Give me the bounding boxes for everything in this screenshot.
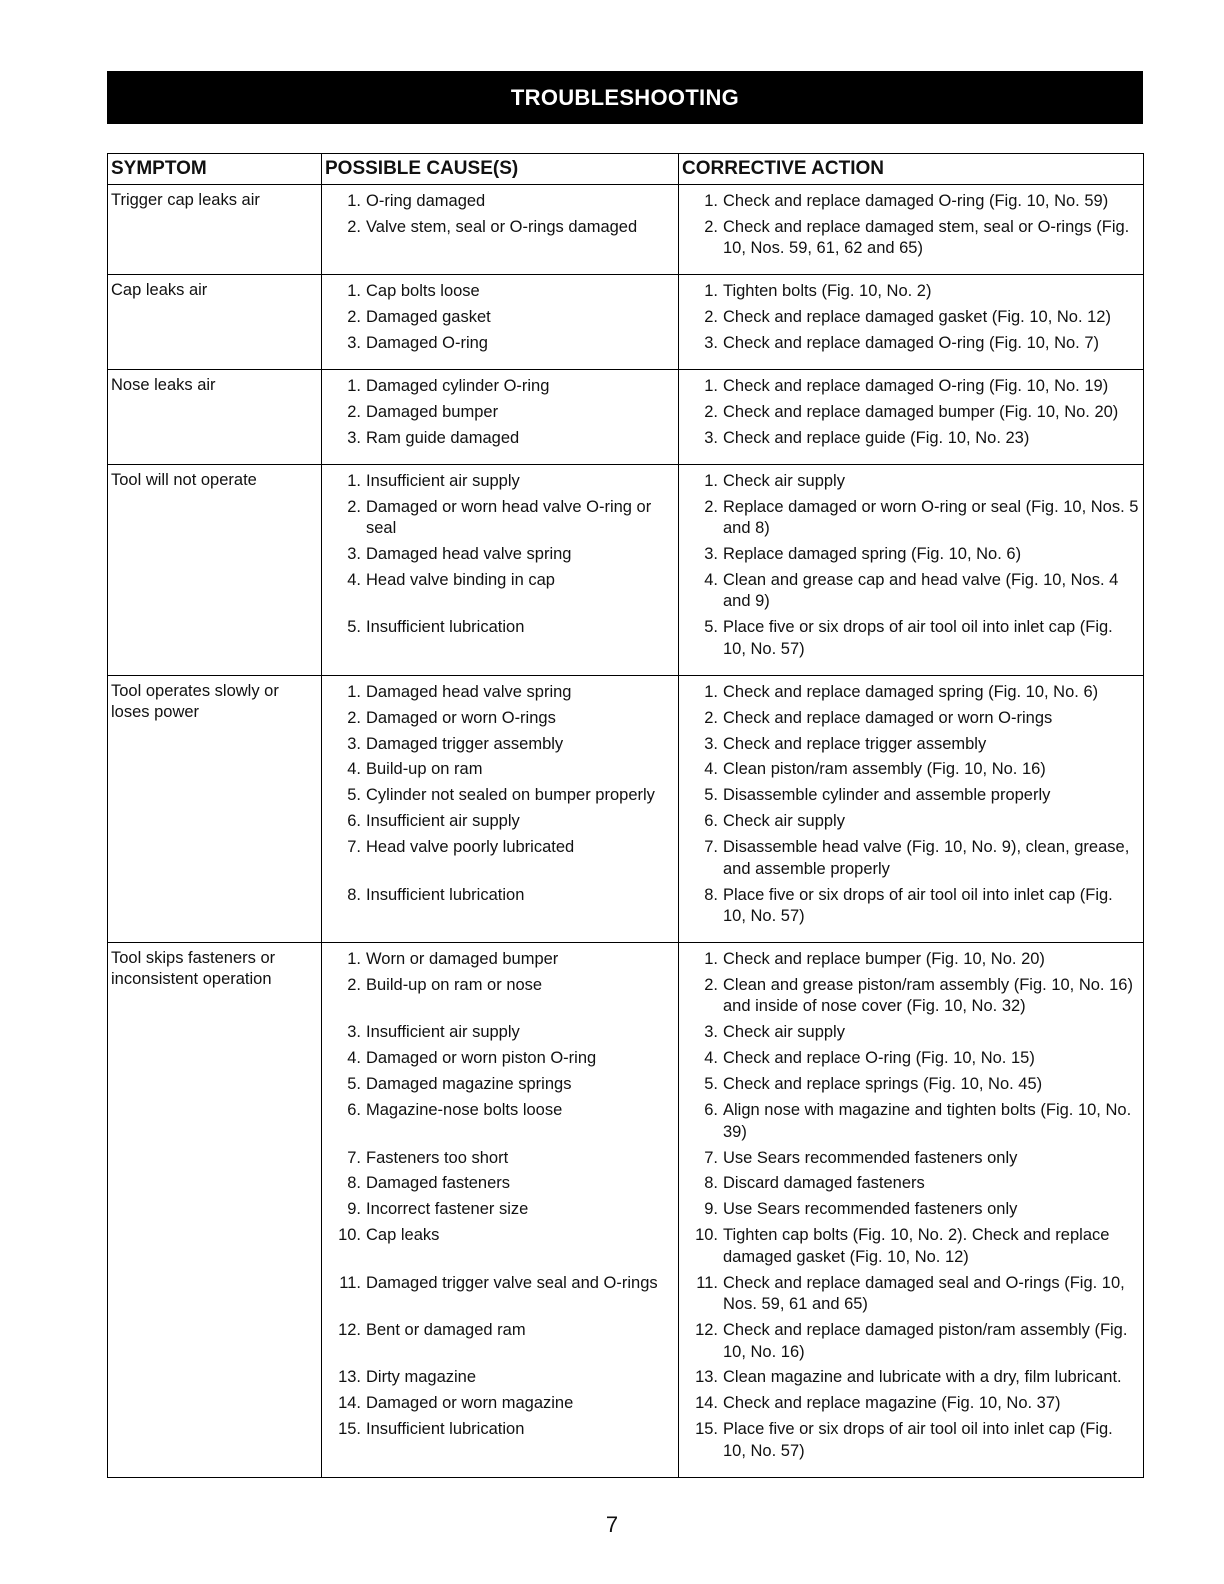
action-item (682, 428, 1140, 449)
action-item-text: Place five or six drops of air tool oil into inlet cap (Fig. 10, No. 57) (723, 885, 1113, 926)
action-item-number: 7. (704, 838, 718, 857)
action-item (682, 811, 1140, 832)
cause-item (325, 333, 675, 354)
action-item-number: 8. (704, 1174, 718, 1193)
cause-cell (322, 184, 679, 274)
cause-item (325, 617, 675, 660)
cause-item-number: 3. (347, 1023, 361, 1042)
action-item-text: Check and replace damaged piston/ram assembly (Fig. 10, No. 16) (723, 1321, 1128, 1361)
cause-item-number: 2. (347, 975, 361, 994)
cause-item-text: Dirty magazine (366, 1368, 477, 1387)
cause-item (325, 682, 675, 703)
cause-item-number: 1. (347, 282, 361, 300)
cause-item-number: 3. (347, 333, 361, 352)
action-item-number: 15. (695, 1420, 718, 1439)
cause-item (325, 402, 675, 423)
cause-item-number: 2. (347, 708, 361, 727)
cause-item-text: Damaged cylinder O-ring (366, 376, 550, 395)
action-item-number: 1. (704, 376, 718, 395)
cause-item-text: Cap bolts loose (366, 282, 480, 300)
action-item (682, 682, 1140, 703)
action-item-number: 1. (704, 471, 718, 490)
cause-item-text: Insufficient lubrication (366, 885, 525, 904)
cause-item-text: Damaged or worn head valve O-ring or seal (366, 497, 652, 537)
cause-item-number: 5. (347, 786, 361, 805)
action-item-number: 2. (704, 975, 718, 994)
symptom-cell: Cap leaks air (108, 275, 322, 370)
cause-item-text: Insufficient lubrication (366, 1420, 525, 1439)
cause-item-number: 1. (347, 376, 361, 395)
action-item-text: Check and replace guide (Fig. 10, No. 23) (723, 428, 1030, 447)
symptom-cell: Tool operates slowly or loses power (108, 675, 322, 942)
action-item-number: 2. (704, 307, 718, 326)
symptom-cell: Nose leaks air (108, 369, 322, 464)
action-item (682, 497, 1140, 540)
cause-item (325, 376, 675, 397)
action-item (682, 1074, 1140, 1095)
action-item (682, 785, 1140, 806)
action-item-text: Clean magazine and lubricate with a dry, film lubricant. (723, 1368, 1122, 1387)
action-item-text: Tighten bolts (Fig. 10, No. 2) (723, 282, 932, 300)
symptom-cell: Tool will not operate (108, 464, 322, 675)
cause-item-number: 7. (347, 1148, 361, 1167)
cause-item-text: Damaged fasteners (366, 1174, 510, 1193)
page-title-banner (107, 71, 1143, 124)
cause-item-text: Damaged head valve spring (366, 544, 572, 563)
action-item-text: Check and replace damaged or worn O-rings (723, 708, 1053, 727)
cause-item (325, 949, 675, 970)
cause-item-text: Damaged trigger assembly (366, 734, 564, 753)
action-cell (679, 943, 1144, 1478)
cause-item-text: Damaged or worn magazine (366, 1394, 574, 1413)
cause-item-number: 5. (347, 618, 361, 637)
cause-item-text: Insufficient air supply (366, 812, 520, 831)
cause-item-number: 1. (347, 191, 361, 210)
cause-item (325, 1048, 675, 1069)
action-item-text: Check and replace damaged seal and O-rings (Fig. 10, Nos. 59, 61 and 65) (723, 1273, 1125, 1314)
action-item-text: Check and replace bumper (Fig. 10, No. 20) (723, 950, 1045, 968)
cause-item-text: Worn or damaged bumper (366, 950, 559, 968)
action-item-text: Check and replace damaged O-ring (Fig. 10, No. 59) (723, 191, 1109, 210)
action-item-text: Check air supply (723, 812, 845, 831)
cause-item (325, 497, 675, 540)
action-item-number: 5. (704, 618, 718, 637)
action-item-number: 13. (695, 1368, 718, 1387)
cause-item-text: Insufficient air supply (366, 471, 520, 490)
action-header: CORRECTIVE ACTION (679, 154, 1144, 185)
action-item-number: 14. (695, 1394, 718, 1413)
cause-cell (322, 369, 679, 464)
action-item-text: Clean and grease cap and head valve (Fig. 10, Nos. 4 and 9) (723, 570, 1119, 611)
cause-item-text: Damaged magazine springs (366, 1075, 572, 1094)
action-item (682, 570, 1140, 613)
action-item (682, 837, 1140, 880)
cause-item-text: Cylinder not sealed on bumper properly (366, 786, 655, 805)
cause-item-number: 6. (347, 1101, 361, 1120)
cause-cell (322, 275, 679, 370)
action-item-text: Check air supply (723, 1023, 845, 1042)
symptom-header: SYMPTOM (108, 154, 322, 185)
cause-item-text: Damaged trigger valve seal and O-rings (366, 1273, 658, 1292)
action-item-number: 3. (704, 333, 718, 352)
action-item-text: Align nose with magazine and tighten bolts (Fig. 10, No. 39) (723, 1101, 1132, 1141)
cause-item-number: 3. (347, 734, 361, 753)
table-row (108, 275, 1144, 370)
page-number: 7 (605, 1512, 619, 1537)
action-item-number: 1. (704, 282, 718, 300)
cause-item-text: Damaged head valve spring (366, 682, 572, 701)
action-item-text: Clean and grease piston/ram assembly (Fig. 10, No. 16) and inside of nose cover (Fig. 10, No. 32) (723, 975, 1133, 1016)
action-item (682, 885, 1140, 928)
cause-item-text: O-ring damaged (366, 191, 486, 210)
action-item-text: Check and replace damaged O-ring (Fig. 10, No. 19) (723, 376, 1109, 395)
cause-item (325, 1148, 675, 1169)
cause-item (325, 708, 675, 729)
action-cell (679, 184, 1144, 274)
action-cell (679, 464, 1144, 675)
action-item-text: Check and replace damaged bumper (Fig. 10, No. 20) (723, 402, 1119, 421)
action-item-number: 3. (704, 1023, 718, 1042)
action-item-text: Check and replace damaged O-ring (Fig. 10, No. 7) (723, 333, 1100, 352)
action-item-number: 9. (704, 1200, 718, 1219)
cause-item-text: Valve stem, seal or O-rings damaged (366, 217, 638, 236)
cause-item-number: 2. (347, 307, 361, 326)
cause-item (325, 734, 675, 755)
cause-item-text: Insufficient air supply (366, 1023, 520, 1042)
cause-item (325, 471, 675, 492)
symptom-cell: Tool skips fasteners or inconsistent operation (108, 943, 322, 1478)
action-cell (679, 675, 1144, 942)
cause-item-text: Head valve binding in cap (366, 570, 555, 589)
cause-item (325, 1022, 675, 1043)
cause-item (325, 1173, 675, 1194)
action-item (682, 471, 1140, 492)
action-item (682, 307, 1140, 328)
cause-item-number: 1. (347, 950, 361, 968)
action-item (682, 333, 1140, 354)
cause-item-text: Magazine-nose bolts loose (366, 1101, 563, 1120)
action-item-number: 2. (704, 402, 718, 421)
cause-item-number: 4. (347, 760, 361, 779)
action-item (682, 949, 1140, 970)
cause-item-number: 3. (347, 428, 361, 447)
cause-item (325, 544, 675, 565)
action-item (682, 759, 1140, 780)
action-item (682, 975, 1140, 1018)
action-item-text: Tighten cap bolts (Fig. 10, No. 2). Check and replace damaged gasket (Fig. 10, No. 12) (723, 1226, 1110, 1266)
cause-item-number: 15. (338, 1420, 361, 1439)
action-item-number: 11. (696, 1273, 718, 1292)
action-item-number: 1. (704, 950, 718, 968)
cause-item (325, 785, 675, 806)
cause-item (325, 1199, 675, 1220)
action-item (682, 1148, 1140, 1169)
cause-item (325, 759, 675, 780)
action-item-number: 4. (704, 570, 718, 589)
cause-item (325, 885, 675, 928)
cause-item (325, 1419, 675, 1462)
action-item (682, 734, 1140, 755)
table-row (108, 464, 1144, 675)
action-item-text: Disassemble head valve (Fig. 10, No. 9), clean, grease, and assemble properly (723, 838, 1130, 878)
cause-item-text: Damaged or worn O-rings (366, 708, 556, 727)
action-item-text: Check and replace O-ring (Fig. 10, No. 15) (723, 1049, 1035, 1068)
action-item-text: Use Sears recommended fasteners only (723, 1148, 1018, 1167)
action-item (682, 1225, 1140, 1268)
action-item-text: Replace damaged spring (Fig. 10, No. 6) (723, 544, 1022, 563)
cause-item-number: 11. (339, 1273, 361, 1292)
cause-item-text: Damaged or worn piston O-ring (366, 1049, 597, 1068)
cause-item-text: Bent or damaged ram (366, 1321, 526, 1340)
cause-item-number: 13. (338, 1368, 361, 1387)
cause-item-text: Damaged O-ring (366, 333, 488, 352)
cause-item-number: 1. (347, 682, 361, 701)
action-item-text: Place five or six drops of air tool oil into inlet cap (Fig. 10, No. 57) (723, 618, 1113, 658)
cause-item (325, 1074, 675, 1095)
cause-item-number: 12. (338, 1321, 361, 1340)
cause-item (325, 975, 675, 1018)
action-item-number: 3. (704, 544, 718, 563)
action-item-text: Disassemble cylinder and assemble properly (723, 786, 1051, 805)
action-item-text: Check and replace damaged stem, seal or O-rings (Fig. 10, Nos. 59, 61, 62 and 65) (723, 217, 1130, 258)
action-item-text: Check and replace trigger assembly (723, 734, 987, 753)
action-item-number: 5. (704, 1075, 718, 1094)
action-item (682, 1273, 1140, 1316)
action-item (682, 1022, 1140, 1043)
action-item-number: 6. (704, 812, 718, 831)
cause-item (325, 811, 675, 832)
cause-item-text: Damaged gasket (366, 307, 491, 326)
cause-item-text: Build-up on ram or nose (366, 975, 543, 994)
action-item-number: 4. (704, 760, 718, 779)
cause-item-number: 4. (347, 1049, 361, 1068)
action-item (682, 1320, 1140, 1363)
action-item (682, 191, 1140, 212)
action-item-number: 10. (695, 1226, 718, 1245)
cause-item-text: Damaged bumper (366, 402, 499, 421)
cause-item (325, 1320, 675, 1363)
action-item-text: Check and replace damaged gasket (Fig. 10, No. 12) (723, 307, 1111, 326)
cause-item (325, 570, 675, 613)
troubleshooting-table (107, 153, 1144, 1478)
action-cell (679, 275, 1144, 370)
cause-item-number: 5. (347, 1075, 361, 1094)
action-item-text: Check and replace springs (Fig. 10, No. 45) (723, 1075, 1043, 1094)
cause-cell (322, 464, 679, 675)
cause-item-number: 7. (347, 838, 361, 857)
action-item-text: Replace damaged or worn O-ring or seal (Fig. 10, Nos. 5 and 8) (723, 497, 1139, 537)
action-item-number: 1. (704, 682, 718, 701)
action-item-text: Check and replace magazine (Fig. 10, No. 37) (723, 1394, 1061, 1413)
cause-item (325, 281, 675, 302)
cause-item-number: 8. (347, 885, 361, 904)
table-row (108, 943, 1144, 1478)
action-item-number: 3. (704, 734, 718, 753)
table-row (108, 369, 1144, 464)
action-item-number: 1. (704, 191, 718, 210)
cause-item (325, 1273, 675, 1316)
table-row (108, 675, 1144, 942)
cause-item (325, 191, 675, 212)
action-item (682, 1199, 1140, 1220)
action-item (682, 217, 1140, 260)
action-item (682, 617, 1140, 660)
action-item-number: 2. (704, 217, 718, 236)
cause-item-number: 8. (347, 1174, 361, 1193)
cause-item (325, 1225, 675, 1268)
cause-item-number: 2. (347, 402, 361, 421)
cause-item-number: 1. (347, 471, 361, 490)
action-item (682, 708, 1140, 729)
cause-item (325, 1393, 675, 1414)
action-item (682, 402, 1140, 423)
cause-item-number: 4. (347, 570, 361, 589)
cause-item-number: 2. (347, 217, 361, 236)
action-item (682, 1419, 1140, 1462)
action-item-text: Clean piston/ram assembly (Fig. 10, No. 16) (723, 760, 1046, 779)
cause-item (325, 428, 675, 449)
cause-item (325, 1100, 675, 1143)
action-item-number: 7. (704, 1148, 718, 1167)
cause-item (325, 837, 675, 880)
action-item-number: 6. (704, 1101, 718, 1120)
action-item (682, 1173, 1140, 1194)
cause-item-text: Ram guide damaged (366, 428, 520, 447)
action-item-number: 2. (704, 497, 718, 516)
cause-item-text: Cap leaks (366, 1226, 440, 1245)
action-item (682, 544, 1140, 565)
action-item (682, 376, 1140, 397)
action-cell (679, 369, 1144, 464)
cause-cell (322, 943, 679, 1478)
cause-item-text: Head valve poorly lubricated (366, 838, 575, 857)
action-item-text: Check and replace damaged spring (Fig. 10, No. 6) (723, 682, 1099, 701)
action-item-number: 2. (704, 708, 718, 727)
action-item (682, 1393, 1140, 1414)
table-header-row (108, 154, 1144, 185)
action-item-text: Discard damaged fasteners (723, 1174, 925, 1193)
action-item-text: Check air supply (723, 471, 845, 490)
cause-item (325, 1367, 675, 1388)
cause-item-text: Build-up on ram (366, 760, 483, 779)
cause-item-number: 9. (347, 1200, 361, 1219)
cause-item-number: 6. (347, 812, 361, 831)
action-item (682, 281, 1140, 302)
action-item-text: Use Sears recommended fasteners only (723, 1200, 1018, 1219)
action-item-number: 4. (704, 1049, 718, 1068)
action-item (682, 1367, 1140, 1388)
cause-item-number: 14. (338, 1394, 361, 1413)
cause-item (325, 217, 675, 260)
cause-cell (322, 675, 679, 942)
action-item (682, 1100, 1140, 1143)
action-item-number: 5. (704, 786, 718, 805)
action-item (682, 1048, 1140, 1069)
action-item-text: Place five or six drops of air tool oil into inlet cap (Fig. 10, No. 57) (723, 1420, 1113, 1460)
cause-item-number: 10. (338, 1226, 361, 1245)
cause-item-text: Fasteners too short (366, 1148, 509, 1167)
cause-header: POSSIBLE CAUSE(S) (322, 154, 679, 185)
table-row (108, 184, 1144, 274)
symptom-cell: Trigger cap leaks air (108, 184, 322, 274)
action-item-number: 12. (695, 1321, 718, 1340)
page-title: TROUBLESHOOTING (510, 84, 740, 110)
cause-item-text: Insufficient lubrication (366, 618, 525, 637)
cause-item-text: Incorrect fastener size (366, 1200, 529, 1219)
cause-item (325, 307, 675, 328)
action-item-number: 3. (704, 428, 718, 447)
cause-item-number: 3. (347, 544, 361, 563)
action-item-number: 8. (704, 885, 718, 904)
cause-item-number: 2. (347, 497, 361, 516)
